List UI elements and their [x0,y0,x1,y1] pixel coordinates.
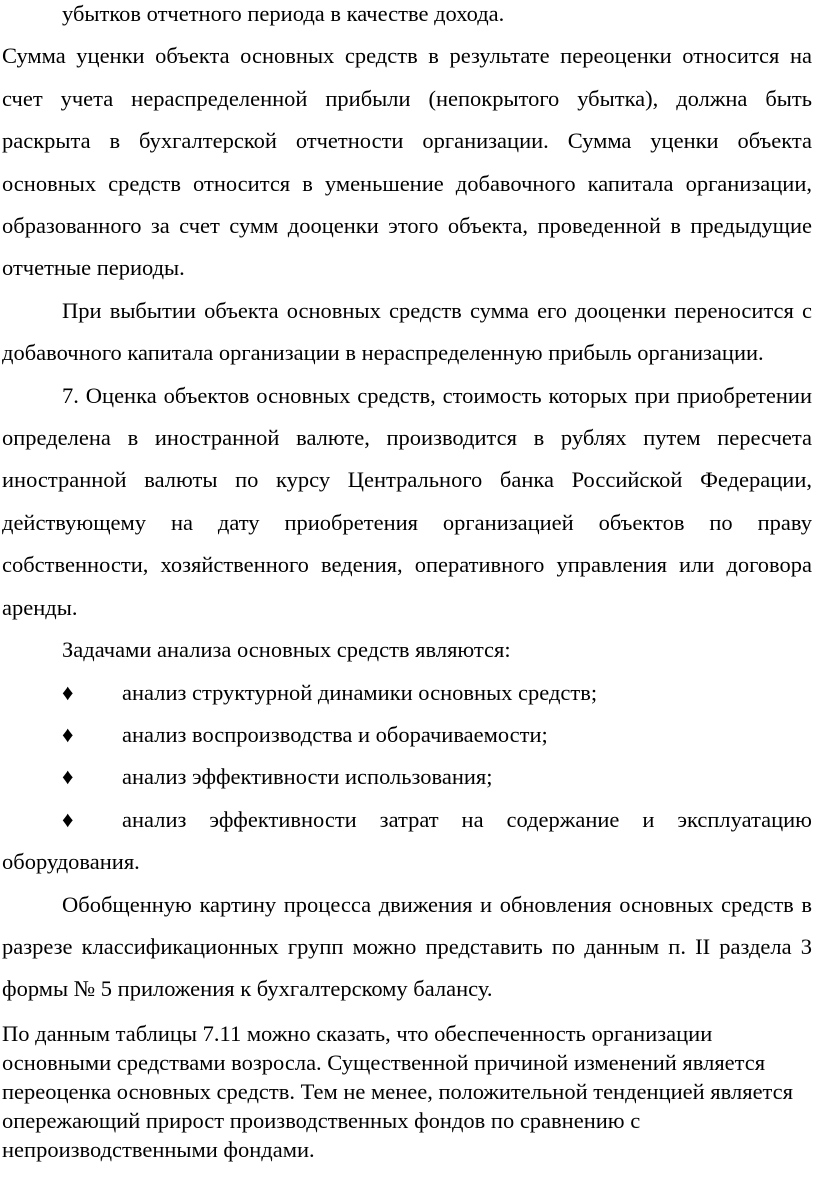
paragraph-continuation: убытков отчетного периода в качестве дохода. [62,1,505,26]
list-item [2,756,812,798]
list-item-text: анализ эффективности использования; [122,764,493,790]
paragraph-devaluation: Сумма уценки объекта основных средств в результате переоценки относится на счет учета нераспределенной прибыли (непокрытого убытка), должна быть раскрыта в бухгалтерской отчетности организации. Сумма уценки объекта основных средств относится в уменьшение добавочного капитала организации, образованного за счет сумм дооценки этого объекта, проведенной в предыдущие отчетные периоды. [2,43,812,281]
list-item [2,714,812,756]
paragraph-table-conclusion: По данным таблицы 7.11 можно сказать, что обеспеченность организации основными средствами возросла. Существенной причиной изменений является переоценка основных средств. Тем не менее, положительной тенденцией является опережающий прирост производственных фондов по сравнению с непроизводственными фондами. [2,1020,793,1162]
list-item-text: анализ воспроизводства и оборачиваемости; [122,721,548,747]
list-item-text: анализ структурной динамики основных средств; [122,679,598,705]
list-item-text: анализ эффективности затрат на содержание и эксплуатацию [122,806,812,832]
list-item [2,672,812,714]
paragraph-disposal: При выбытии объекта основных средств сумма его дооценки переносится с добавочного капитала организации в нераспределенную прибыль организации. [2,297,812,366]
list-item [2,799,812,841]
paragraph-foreign-currency: 7. Оценка объектов основных средств, стоимость которых при приобретении определена в иностранной валюте, производится в рублях путем пересчета иностранной валюты по курсу Центрального банка Российской Федерации, действующему на дату приобретения организацией объектов по праву собственности, хозяйственного ведения, оперативного управления или договора аренды. [2,382,812,620]
diamond-bullet-icon: ♦ [62,806,74,832]
paragraph-analysis-tasks-intro: Задачами анализа основных средств являются: [62,637,511,663]
diamond-bullet-icon: ♦ [62,721,74,747]
diamond-bullet-icon: ♦ [62,764,74,790]
list-item-text-continuation: оборудования. [2,849,140,875]
paragraph-generalized-picture: Обобщенную картину процесса движения и обновления основных средств в разрезе классификационных групп можно представить по данным п. II раздела 3 формы № 5 приложения к бухгалтерскому балансу. [2,891,812,1002]
diamond-bullet-icon: ♦ [62,679,74,705]
